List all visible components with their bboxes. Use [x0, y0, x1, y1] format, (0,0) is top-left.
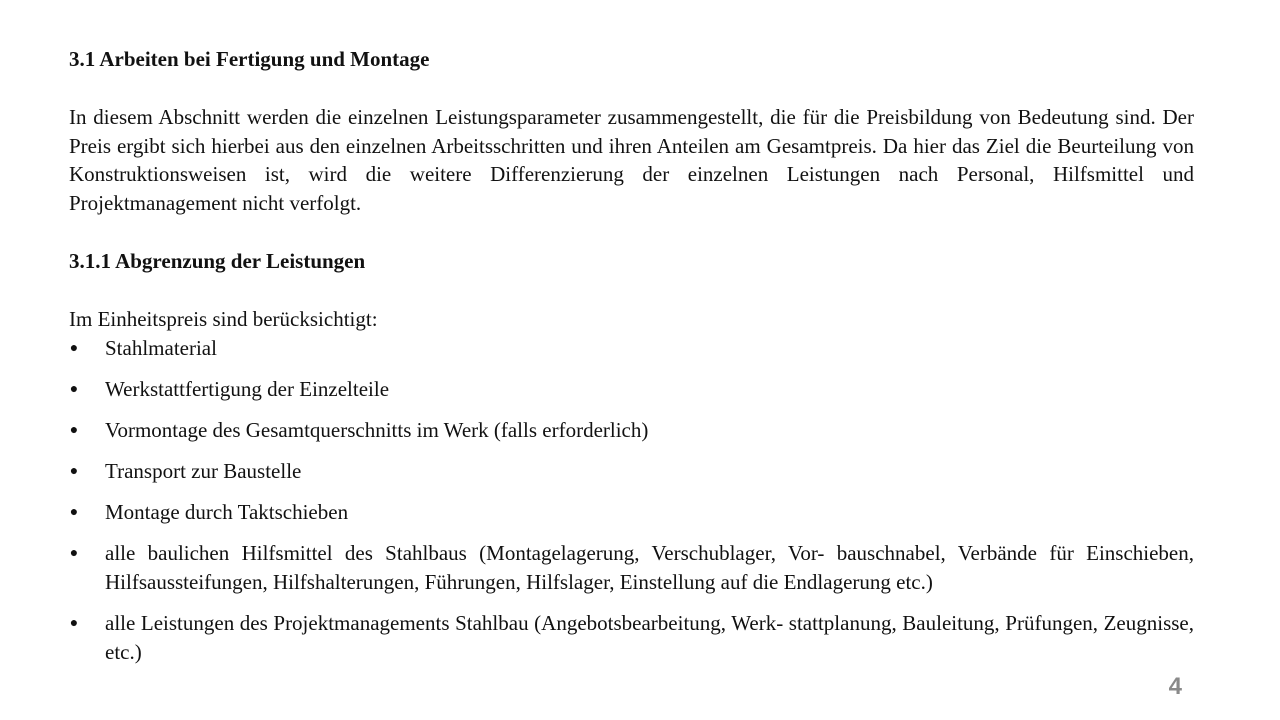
list-item — [69, 375, 1194, 404]
bullet-icon: ● — [69, 615, 79, 631]
bullet-list — [69, 334, 1194, 667]
bullet-icon: ● — [69, 422, 79, 438]
list-item — [69, 498, 1194, 527]
list-item — [69, 609, 1194, 667]
bullet-icon: ● — [69, 463, 79, 479]
list-item — [69, 416, 1194, 445]
list-item-text: Vormontage des Gesamtquerschnitts im Werk (falls erforderlich) — [105, 417, 649, 442]
list-item-text: Montage durch Taktschieben — [105, 499, 349, 524]
section-heading: 3.1 Arbeiten bei Fertigung und Montage — [69, 47, 430, 71]
bullet-icon: ● — [69, 545, 79, 561]
subsection-intro: Im Einheitspreis sind berücksichtigt: — [69, 307, 378, 331]
bullet-icon: ● — [69, 504, 79, 520]
section-paragraph: In diesem Abschnitt werden die einzelnen Leistungsparameter zusammengestellt, die für die Preisbildung von Bedeutung sind. Der Preis ergibt sich hierbei aus den einzelnen Arbeitsschritten und ihren Anteilen am Gesamtpreis. Da hier das Ziel die Beurteilung von Konstruktionsweisen ist, wird die weitere Differenzierung der einzelnen Leistungen nach Personal, Hilfsmittel und Projektmanagement nicht verfolgt. — [69, 105, 1194, 215]
subsection-heading: 3.1.1 Abgrenzung der Leistungen — [69, 249, 366, 273]
list-item-text: alle baulichen Hilfsmittel des Stahlbaus (Montagelagerung, Verschublager, Vor- bauschnabel, Verbände für Einschieben, Hilfsaussteifungen, Hilfshalterungen, Führungen, Hilfslager, Einstellung auf die Endlagerung etc.) — [105, 540, 1194, 594]
bullet-icon: ● — [69, 340, 79, 356]
list-item — [69, 334, 1194, 363]
list-item — [69, 457, 1194, 486]
page-number: 4 — [1168, 673, 1182, 700]
list-item-text: Transport zur Baustelle — [105, 458, 302, 483]
document-page — [69, 45, 1194, 679]
list-item-text: Stahlmaterial — [105, 335, 217, 360]
bullet-icon: ● — [69, 381, 79, 397]
list-item — [69, 539, 1194, 597]
list-item-text: alle Leistungen des Projektmanagements Stahlbau (Angebotsbearbeitung, Werk- stattplanung, Bauleitung, Prüfungen, Zeugnisse, etc.) — [105, 610, 1194, 664]
list-item-text: Werkstattfertigung der Einzelteile — [105, 376, 390, 401]
